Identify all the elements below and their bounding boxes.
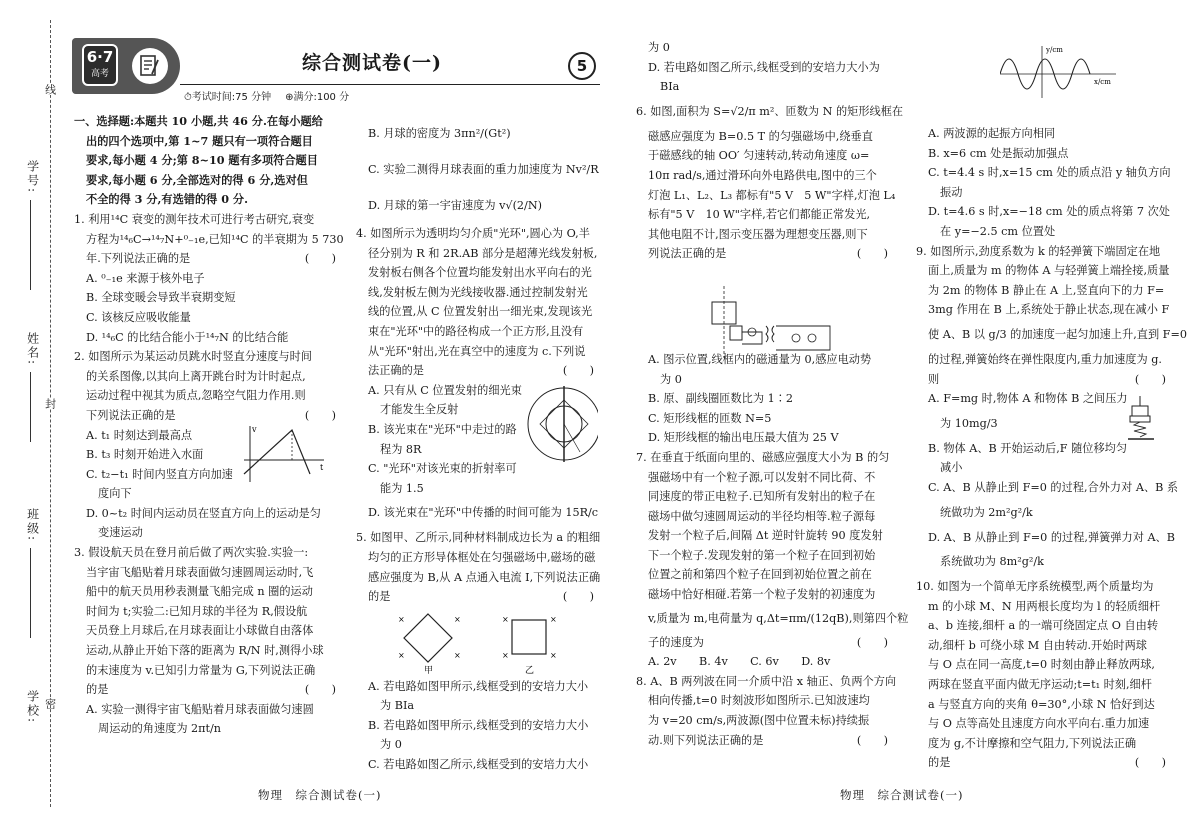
option-line: C. 该核反应吸收能量	[86, 310, 191, 324]
text-line: 磁场中恰好相碰.若第一个粒子发射的初速度为	[648, 588, 876, 602]
cut-mark-line: 线	[40, 84, 60, 95]
option-line: B. 全球变暖会导致半衰期变短	[86, 291, 236, 305]
section-heading: 一、选择题:本题共 10 小题,共 46 分.在每小题给	[74, 114, 323, 128]
text-line: v,质量为 m,电荷量为 q,Δt=πm/(12qB),则第四个粒	[648, 611, 909, 625]
option-line: B. t₃ 时刻开始进入水面	[86, 448, 204, 462]
text-line: a、b 连接,细杆 a 的一端可绕固定点 O 自由转	[928, 619, 1159, 633]
student-id-blank	[30, 200, 31, 290]
option-line: BIa	[660, 80, 680, 94]
text-line: 的是 ( )	[356, 587, 594, 607]
answer-bracket: ( )	[856, 247, 888, 261]
option-line: 程为 8R	[380, 442, 422, 456]
option-line: 系统做功为 8m²g²/k	[940, 555, 1044, 569]
svg-text:×: ×	[502, 615, 509, 624]
option-line: D. t=4.6 s 时,x=−18 cm 处的质点将第 7 次处	[928, 205, 1170, 219]
text-line: 线的位置,从 C 位置发射出一细光束,发现该光	[368, 305, 593, 319]
svg-text:×: ×	[398, 615, 405, 624]
text-line: 的是 ( )	[74, 680, 336, 700]
option-line: C. "光环"对该光束的折射率可	[368, 462, 517, 476]
option-line: C. t=4.4 s 时,x=15 cm 处的质点沿 y 轴负方向	[928, 166, 1171, 180]
option-line: A. 2v B. 4v C. 6v D. 8v	[648, 655, 831, 669]
option-line: A. 两波源的起振方向相同	[928, 127, 1056, 140]
svg-text:×: ×	[398, 651, 405, 660]
text-line: 则 ( )	[916, 370, 1166, 390]
header-rule	[180, 84, 600, 85]
text-line: 均匀的正方形导体框处在匀强磁场中,磁场的磁	[368, 550, 596, 564]
figure-jia-label: 甲	[424, 666, 434, 674]
text-line: 列说法正确的是 ( )	[636, 244, 888, 264]
text-line: 动.则下列说法正确的是 ( )	[636, 731, 888, 751]
column-4	[916, 124, 1187, 773]
publisher-logo	[72, 38, 180, 94]
text-line: 的过程,弹簧始终在弹性限度内,重力加速度为 g.	[928, 352, 1162, 366]
text-line: 为 v=20 cm/s,两波源(图中位置未标)持续振	[648, 714, 870, 728]
wave-y-label: y/cm	[1046, 46, 1063, 54]
option-line: 度向下	[98, 487, 132, 501]
figure-yi	[502, 615, 557, 660]
option-line: D. 矩形线框的输出电压最大值为 25 V	[648, 431, 839, 445]
question-7-stem: 7. 在垂直于纸面向里的、磁感应强度大小为 B 的匀	[636, 450, 890, 464]
answer-bracket: ( )	[304, 408, 336, 422]
question-3-stem: 3. 假设航天员在登月前后做了两次实验.实验一:	[74, 546, 309, 560]
footer-left: 物理 综合测试卷(一)	[258, 788, 382, 802]
option-line: 才能发生全反射	[380, 403, 459, 417]
option-line: A. 实验一测得宇宙飞船贴着月球表面做匀速圆	[86, 702, 314, 716]
text-line: 与 O 点在同一高度,t=0 时刻由静止释放两球,	[928, 658, 1155, 672]
footer-right: 物理 综合测试卷(一)	[840, 788, 964, 802]
figure-yi-label: 乙	[525, 666, 535, 674]
question-4-stem: 4. 如图所示为透明均匀介质"光环",圆心为 O,半	[356, 227, 590, 240]
answer-bracket: ( )	[1134, 756, 1166, 770]
option-line: 减小	[940, 461, 963, 475]
question-8-stem: 8. A、B 两列波在同一介质中沿 x 轴正、负两个方向	[636, 674, 897, 688]
text-line: 磁场中做匀速圆周运动的半径均相等.粒子源每	[648, 509, 876, 523]
text-line: 两球在竖直平面内做无序运动;t=t₁ 时刻,细杆	[928, 678, 1152, 692]
answer-bracket: ( )	[1134, 372, 1166, 386]
text-line: m 的小球 M、N 用两根长度均为 l 的轻质细杆	[928, 599, 1161, 613]
text-line: 下一个粒子.发现发射的第一个粒子在回到初始	[648, 548, 876, 562]
class-blank	[30, 548, 31, 638]
svg-text:×: ×	[550, 651, 557, 660]
notebook-icon	[132, 48, 168, 84]
option-line: C. 实验二测得月球表面的重力加速度为 Nv²/R	[368, 163, 599, 176]
brand-badge: 6·7 高考	[82, 44, 118, 86]
text-line: 与 O 点等高处且速度方向水平向右.重力加速	[928, 717, 1150, 731]
text-line: 的是 ( )	[916, 753, 1166, 773]
text-line: 船中的航天员用秒表测量飞船完成 n 圈的运动	[86, 585, 313, 599]
option-line: A. 图示位置,线框内的磁通量为 0,感应电动势	[648, 352, 872, 366]
text-line: 发射板右侧各个位置均能发射出水平向右的光	[368, 266, 592, 280]
option-line: 为 0	[380, 738, 402, 752]
svg-text:×: ×	[502, 651, 509, 660]
graph-t-label: t	[320, 463, 324, 472]
text-line: 线,发射板左侧为光线接收器.通过控制发射光	[368, 285, 588, 299]
cut-mark-secret: 密	[40, 698, 60, 709]
question-6-stem: 6. 如图,面积为 S=√2/π m²、匝数为 N 的矩形线框在	[636, 104, 904, 118]
option-line: A. F=mg 时,物体 A 和物体 B 之间压力	[928, 392, 1128, 406]
text-line: 为 2m 的物体 B 静止在 A 上,竖直向下的力 F=	[928, 283, 1165, 297]
page-header	[72, 38, 602, 108]
option-line: 在 y=−2.5 cm 位置处	[940, 224, 1056, 238]
text-line: 的关系图像,以其向上离开跳台时为计时起点,	[86, 369, 306, 383]
option-line: D. 0~t₂ 时间内运动员在竖直方向上的运动是匀	[86, 506, 321, 520]
question-10-stem: 10. 如图为一个简单无序系统模型,两个质量均为	[916, 580, 1154, 594]
text-line: 年.下列说法正确的是 ( )	[74, 249, 336, 269]
answer-bracket: ( )	[562, 590, 594, 604]
text-line: 要求,每小题 4 分;第 8~10 题有多项符合题目	[86, 153, 318, 168]
option-line: B. 物体 A、B 开始运动后,F 随位移均匀	[928, 441, 1128, 455]
text-line: 其他电阻不计,图示变压器为理想变压器,则下	[648, 227, 868, 241]
option-line: B. 该光束在"光环"中走过的路	[368, 422, 517, 436]
text-line: 同速度的带正电粒子.已知所有发射出的粒子在	[648, 490, 876, 504]
wave-x-label: x/cm	[1094, 78, 1111, 86]
option-line: 为 BIa	[380, 699, 415, 713]
text-line: 天员登上月球后,在月球表面让小球做自由落体	[86, 624, 314, 638]
exam-time: ⏱考试时间:75 分钟	[184, 92, 272, 103]
text-line: 从"光环"射出,光在真空中的速度为 c.下列说	[368, 344, 586, 358]
text-line: 发射一个粒子后,间隔 Δt 逆时针旋转 90 度发射	[648, 529, 883, 543]
answer-bracket: ( )	[856, 635, 888, 649]
text-line: 标有"5 V 10 W"字样,若它们都能正常发光,	[648, 208, 871, 222]
text-line: 动,细杆 b 可绕小球 M 自由转动.开始时两球	[928, 638, 1147, 652]
student-id-label: 学号:	[25, 160, 40, 195]
text-line: 运动过程中视其为质点,忽略空气阻力作用.则	[86, 389, 306, 403]
text-line: 面上,质量为 m 的物体 A 与轻弹簧上端拴接,质量	[928, 264, 1170, 278]
text-line: 磁感应强度为 B=0.5 T 的匀强磁场中,绕垂直	[648, 129, 873, 143]
question-5-stem: 5. 如图甲、乙所示,同种材料制成边长为 a 的粗细	[356, 531, 601, 545]
text-line: 3mg 作用在 B 上,系统处于静止状态,现在减小 F	[928, 303, 1170, 317]
text-line: 出的四个选项中,第 1~7 题只有一项符合题目	[86, 133, 313, 148]
option-line: B. 若电路如图甲所示,线框受到的安培力大小	[368, 718, 589, 732]
text-line: 于磁感线的轴 OO′ 匀速转动,转动角速度 ω=	[648, 149, 870, 163]
option-line: A. 只有从 C 位置发射的细光束	[368, 383, 522, 397]
answer-bracket: ( )	[856, 733, 888, 747]
text-line: 度为 g,不计摩擦和空气阻力,下列说法正确	[928, 736, 1137, 750]
page-title: 综合测试卷(一)	[302, 52, 442, 74]
spring-block-figure	[1128, 394, 1178, 444]
question-9-stem: 9. 如图所示,劲度系数为 k 的轻弹簧下端固定在地	[916, 244, 1161, 258]
option-line: D. 该光束在"光环"中传播的时间可能为 15R/c	[368, 506, 599, 520]
option-line: D. A、B 从静止到 F=0 的过程,弹簧弹力对 A、B	[928, 530, 1175, 544]
cut-line	[50, 20, 51, 807]
text-line: 灯泡 L₁、L₂、L₃ 都标有"5 V 5 W"字样,灯泡 L₄	[648, 188, 896, 202]
generator-circuit-figure	[700, 282, 840, 362]
text-line: 运动,从静止开始下落的距离为 R/N 时,测得小球	[86, 644, 324, 658]
test-number: 5	[568, 52, 596, 80]
option-line: 变速运动	[98, 526, 143, 540]
text-line: 径分别为 R 和 2R.AB 部分是超薄光线发射板,	[368, 246, 598, 260]
full-score: ⊕满分:100 分	[285, 92, 350, 103]
option-line: 振动	[940, 185, 963, 199]
class-label: 班级:	[25, 508, 40, 543]
text-line: 不全的得 3 分,有选错的得 0 分.	[86, 192, 249, 207]
text-line: 感应强度为 B,从 A 点通入电流 I,下列说法正确	[368, 570, 601, 584]
text-line: 位置之前和第四个粒子在回到初始位置之前在	[648, 568, 872, 582]
velocity-time-graph	[238, 424, 328, 484]
option-line: D. ¹⁴₆C 的比结合能小于¹⁴₇N 的比结合能	[86, 330, 289, 344]
option-line: C. 若电路如图乙所示,线框受到的安培力大小	[368, 758, 589, 772]
text-line: 强磁场中有一个粒子源,可以发射不同比荷、不	[648, 470, 876, 484]
option-line: B. 月球的密度为 3πn²/(Gt²)	[368, 127, 511, 140]
text-line: 要求,每小题 6 分,全部选对的得 6 分,选对但	[86, 172, 308, 187]
svg-text:×: ×	[454, 615, 461, 624]
text-line: 相向传播,t=0 时刻波形如图所示.已知波速均	[648, 694, 870, 708]
figure-jia	[398, 614, 461, 662]
text-line: 10π rad/s,通过滑环向外电路供电,图中的三个	[648, 168, 877, 182]
text-line: 子的速度为 ( )	[636, 633, 888, 653]
name-label: 姓名:	[25, 332, 40, 367]
question-2-stem: 2. 如图所示为某运动员跳水时竖直分速度与时间	[74, 350, 312, 364]
answer-bracket: ( )	[304, 252, 336, 266]
option-line: C. A、B 从静止到 F=0 的过程,合外力对 A、B 系	[928, 480, 1179, 494]
option-line: 为 10mg/3	[940, 416, 998, 430]
text-line: a 与竖直方向的夹角 θ=30°,小球 N 恰好到达	[928, 697, 1155, 711]
text-line: 法正确的是 ( )	[356, 361, 594, 381]
option-line: 能为 1.5	[380, 481, 424, 495]
light-ring-figure	[524, 380, 598, 466]
school-label: 学校:	[25, 690, 40, 725]
exam-meta	[184, 88, 363, 108]
option-line: B. 原、副线圈匝数比为 1∶2	[648, 392, 794, 406]
answer-bracket: ( )	[562, 364, 594, 378]
wave-graph-figure	[1000, 44, 1120, 100]
svg-text:×: ×	[454, 651, 461, 660]
option-line: A. 若电路如图甲所示,线框受到的安培力大小	[368, 679, 589, 693]
cut-mark-seal: 封	[40, 398, 60, 409]
graph-v-label: v	[252, 425, 257, 434]
text-line: 方程为¹⁴₆C→¹⁴₇N+⁰₋₁e,已知¹⁴C 的半衰期为 5 730	[86, 232, 344, 246]
option-line: A. ⁰₋₁e 来源于核外电子	[86, 271, 205, 285]
option-line: C. 矩形线框的匝数 N=5	[648, 411, 772, 425]
option-line: 为 0	[660, 372, 682, 386]
text-line: 的末速度为 v.已知引力常量为 G,下列说法正确	[86, 663, 316, 677]
option-line: B. x=6 cm 处是振动加强点	[928, 146, 1069, 160]
column-3	[636, 38, 909, 750]
option-line: 周运动的角速度为 2πt/n	[98, 722, 221, 736]
option-line: 统做功为 2m²g²/k	[940, 505, 1033, 519]
question-1-stem: 1. 利用¹⁴C 衰变的测年技术可进行考古研究,衰变	[74, 212, 315, 226]
svg-text:×: ×	[550, 615, 557, 624]
binding-strip	[0, 0, 58, 827]
option-line: 为 0	[648, 41, 670, 54]
square-frame-figures	[398, 610, 568, 674]
text-line: 下列说法正确的是 ( )	[74, 406, 336, 426]
option-line: D. 若电路如图乙所示,线框受到的安培力大小为	[648, 60, 880, 74]
option-line: A. t₁ 时刻达到最高点	[86, 428, 193, 442]
text-line: 时间为 t;实验二:已知月球的半径为 R,假设航	[86, 604, 308, 618]
text-line: 使 A、B 以 g/3 的加速度一起匀加速上升,直到 F=0	[928, 327, 1187, 341]
text-line: 当宇宙飞船贴着月球表面做匀速圆周运动时,飞	[86, 565, 314, 579]
text-line: 束在"光环"中的路径构成一个正方形,且没有	[368, 324, 584, 338]
answer-bracket: ( )	[304, 683, 336, 697]
option-line: D. 月球的第一宇宙速度为 v√(2/N)	[368, 199, 542, 212]
option-line: C. t₂−t₁ 时间内竖直方向加速	[86, 467, 233, 481]
name-blank	[30, 372, 31, 442]
